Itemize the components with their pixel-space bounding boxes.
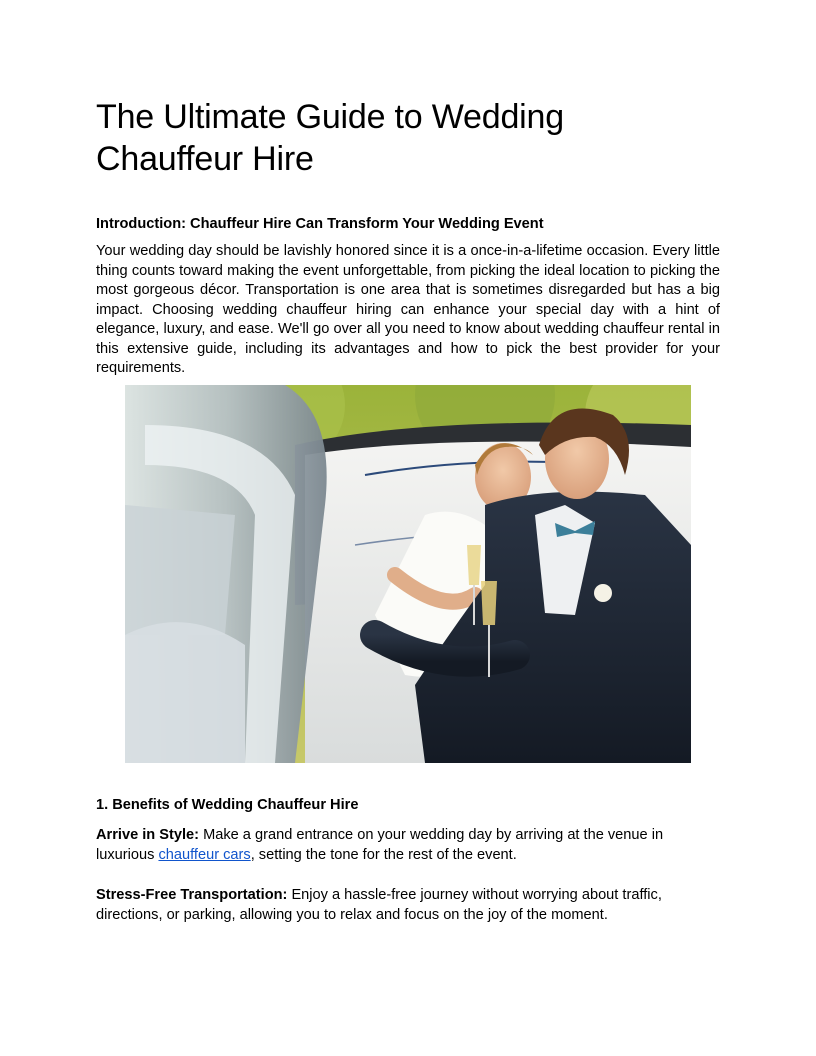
benefit-text: Enjoy a hassle-free journey without worrying about traffic, directions, or parking, allowing you to relax and focus on the joy of the moment.: [96, 886, 662, 923]
benefit-text: Make a grand entrance on your wedding day by arriving at the venue in luxurious: [96, 826, 664, 863]
intro-heading: Introduction: Chauffeur Hire Can Transform Your Wedding Event: [96, 216, 544, 232]
section-1-heading: 1. Benefits of Wedding Chauffeur Hire: [96, 796, 359, 813]
benefit-label: Arrive in Style:: [96, 826, 200, 843]
document-title: The Ultimate Guide to Wedding Chauffeur Hire: [96, 98, 564, 178]
document-page: [96, 96, 720, 925]
benefit-text-tail: , setting the tone for the rest of the event.: [250, 846, 517, 863]
benefit-arrive-in-style: [96, 825, 720, 865]
benefit-label: Stress-Free Transportation:: [96, 886, 288, 903]
photo-illustration: [125, 385, 691, 763]
intro-paragraph: Your wedding day should be lavishly honored since it is a once-in-a-lifetime occasion. Every little thing counts toward making the event unforgettable, from picking the ideal location to picking the most gorgeous décor. Transportation is one area that is sometimes disregarded but has a big impact. Choosing wedding chauffeur hiring can enhance your special day with a hint of elegance, luxury, and ease. We'll go over all you need to know about wedding chauffeur rental in this extensive guide, including its advantages and how to pick the best provider for your requirements.: [96, 243, 720, 376]
wedding-couple-photo: [125, 385, 691, 763]
chauffeur-cars-link[interactable]: chauffeur cars: [158, 846, 251, 863]
benefit-stress-free: [96, 885, 720, 925]
